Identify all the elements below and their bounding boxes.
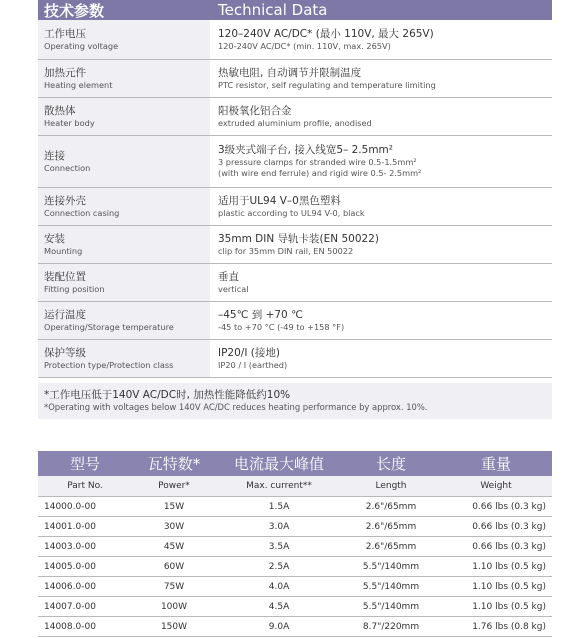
header-en-current: Max. current** [216, 476, 342, 497]
spec-row [38, 188, 552, 226]
spec-label [38, 60, 210, 97]
cell-power: 75W [132, 577, 216, 597]
spec-value [210, 98, 552, 135]
cell-max-current: 1.5A [216, 497, 342, 517]
spec-value [210, 302, 552, 339]
spec-value [210, 136, 552, 187]
spec-label-en: Mounting [44, 245, 83, 256]
cell-max-current: 4.5A [216, 597, 342, 617]
spec-label-zh: 加热元件 [44, 66, 86, 79]
spec-label-zh: 运行温度 [44, 308, 86, 321]
cell-part-no: 14008.0-00 [38, 617, 132, 637]
table-row [38, 517, 552, 537]
cell-part-no: 14000.0-00 [38, 497, 132, 517]
cell-weight: 0.66 lbs (0.3 kg) [440, 537, 552, 557]
spec-value [210, 188, 552, 225]
cell-power: 15W [132, 497, 216, 517]
spec-row [38, 264, 552, 302]
datasheet-page [38, 0, 552, 632]
cell-max-current: 3.5A [216, 537, 342, 557]
header-en-power: Power* [132, 476, 216, 497]
cell-power: 45W [132, 537, 216, 557]
cell-weight: 1.10 lbs (0.5 kg) [440, 597, 552, 617]
spec-row [38, 340, 552, 378]
cell-length: 8.7"/220mm [342, 617, 440, 637]
spec-value [210, 340, 552, 377]
table-row [38, 577, 552, 597]
cell-part-no: 14007.0-00 [38, 597, 132, 617]
spec-label-en: Operating voltage [44, 40, 119, 51]
spec-label-zh: 连接外壳 [44, 194, 86, 207]
spec-value [210, 226, 552, 263]
cell-weight: 1.10 lbs (0.5 kg) [440, 577, 552, 597]
product-table-header-en [38, 476, 552, 497]
spec-value-en: -45 to +70 °C (-49 to +158 °F) [218, 321, 345, 332]
cell-part-no: 14003.0-00 [38, 537, 132, 557]
header-zh-current: 电流最大峰值 [216, 451, 342, 476]
cell-max-current: 2.5A [216, 557, 342, 577]
table-row [38, 497, 552, 517]
spec-label [38, 264, 210, 301]
spec-value-zh: 35mm DIN 导轨卡装(EN 50022) [218, 232, 379, 245]
spec-table [38, 20, 552, 378]
table-row [38, 617, 552, 637]
spec-header [38, 0, 552, 20]
product-table-header-zh [38, 451, 552, 476]
product-table [38, 451, 552, 637]
spec-value-zh: 3级夹式端子台, 接入线宽5– 2.5mm² [218, 144, 393, 156]
spec-label-zh: 工作电压 [44, 27, 86, 40]
spec-value [210, 264, 552, 301]
cell-power: 60W [132, 557, 216, 577]
cell-max-current: 9.0A [216, 617, 342, 637]
cell-weight: 0.66 lbs (0.3 kg) [440, 497, 552, 517]
note-en: *Operating with voltages below 140V AC/DC reduces heating performance by approx. 10%. [44, 402, 428, 412]
spec-label [38, 340, 210, 377]
table-row [38, 597, 552, 617]
spec-value-en: PTC resistor, self regulating and temperature limiting [218, 79, 436, 90]
spec-label-zh: 保护等级 [44, 346, 86, 359]
header-zh-power: 瓦特数* [132, 451, 216, 476]
cell-weight: 0.66 lbs (0.3 kg) [440, 517, 552, 537]
cell-length: 5.5"/140mm [342, 597, 440, 617]
table-row [38, 537, 552, 557]
spec-value-zh: 阳极氧化铝合金 [218, 104, 292, 117]
spec-value [210, 60, 552, 97]
cell-part-no: 14001.0-00 [38, 517, 132, 537]
spec-label-en: Connection casing [44, 207, 120, 218]
cell-weight: 1.10 lbs (0.5 kg) [440, 557, 552, 577]
spec-value-zh: 120–240V AC/DC* (最小 110V, 最大 265V) [218, 27, 434, 40]
spec-label [38, 226, 210, 263]
cell-max-current: 4.0A [216, 577, 342, 597]
spec-row [38, 98, 552, 136]
spec-label-zh: 装配位置 [44, 270, 86, 283]
spec-value-en: 3 pressure clamps for stranded wire 0.5-1.5mm² [218, 157, 417, 167]
cell-power: 150W [132, 617, 216, 637]
spec-row [38, 20, 552, 60]
cell-weight: 1.76 lbs (0.8 kg) [440, 617, 552, 637]
spec-label-en: Heater body [44, 117, 95, 128]
spec-label-en: Heating element [44, 79, 113, 90]
table-row [38, 557, 552, 577]
spec-row [38, 60, 552, 98]
spec-row [38, 302, 552, 340]
spec-value-zh: IP20/I (接地) [218, 346, 280, 359]
spec-row [38, 136, 552, 188]
voltage-note [38, 383, 552, 419]
spec-label-en: Fitting position [44, 283, 105, 294]
header-en-part: Part No. [38, 476, 132, 497]
spec-label-en: Operating/Storage temperature [44, 321, 174, 332]
header-en-length: Length [342, 476, 440, 497]
spec-value-en: extruded aluminium profile, anodised [218, 117, 372, 128]
spec-label [38, 20, 210, 59]
header-zh-part: 型号 [38, 451, 132, 476]
cell-length: 5.5"/140mm [342, 577, 440, 597]
header-zh-weight: 重量 [440, 451, 552, 476]
cell-power: 100W [132, 597, 216, 617]
cell-max-current: 3.0A [216, 517, 342, 537]
spec-label-zh: 连接 [44, 149, 65, 162]
spec-value-zh: 垂直 [218, 270, 239, 283]
spec-label [38, 136, 210, 187]
spec-label-zh: 安装 [44, 232, 65, 245]
spec-value-en: plastic according to UL94 V-0, black [218, 207, 365, 218]
cell-length: 2.6"/65mm [342, 537, 440, 557]
cell-length: 5.5"/140mm [342, 557, 440, 577]
cell-power: 30W [132, 517, 216, 537]
spec-value-en: 120-240V AC/DC* (min. 110V, max. 265V) [218, 40, 391, 51]
spec-label [38, 98, 210, 135]
cell-part-no: 14006.0-00 [38, 577, 132, 597]
spec-value-en: clip for 35mm DIN rail, EN 50022 [218, 245, 354, 256]
spec-header-zh: 技术参数 [44, 1, 105, 20]
spec-value [210, 20, 552, 59]
note-zh: *工作电压低于140V AC/DC时, 加热性能降低约10% [44, 389, 291, 401]
spec-header-en: Technical Data [218, 1, 328, 19]
spec-label-zh: 散热体 [44, 104, 76, 117]
cell-length: 2.6"/65mm [342, 497, 440, 517]
spec-value-zh: 适用于UL94 V–0黑色塑料 [218, 194, 341, 207]
spec-value-zh: 热敏电阻, 自动调节并限制温度 [218, 66, 362, 79]
spec-label [38, 302, 210, 339]
spec-label-en: Protection type/Protection class [44, 359, 174, 370]
spec-value-zh: –45℃ 到 +70 ℃ [218, 308, 303, 321]
spec-value-en: vertical [218, 283, 249, 294]
cell-part-no: 14005.0-00 [38, 557, 132, 577]
spec-row [38, 226, 552, 264]
spec-label-en: Connection [44, 162, 91, 173]
cell-length: 2.6"/65mm [342, 517, 440, 537]
header-en-weight: Weight [440, 476, 552, 497]
header-zh-length: 长度 [342, 451, 440, 476]
spec-value-en: IP20 / I (earthed) [218, 359, 288, 370]
spec-label [38, 188, 210, 225]
spec-value-en: (with wire end ferrule) and rigid wire 0.5- 2.5mm² [218, 168, 422, 178]
